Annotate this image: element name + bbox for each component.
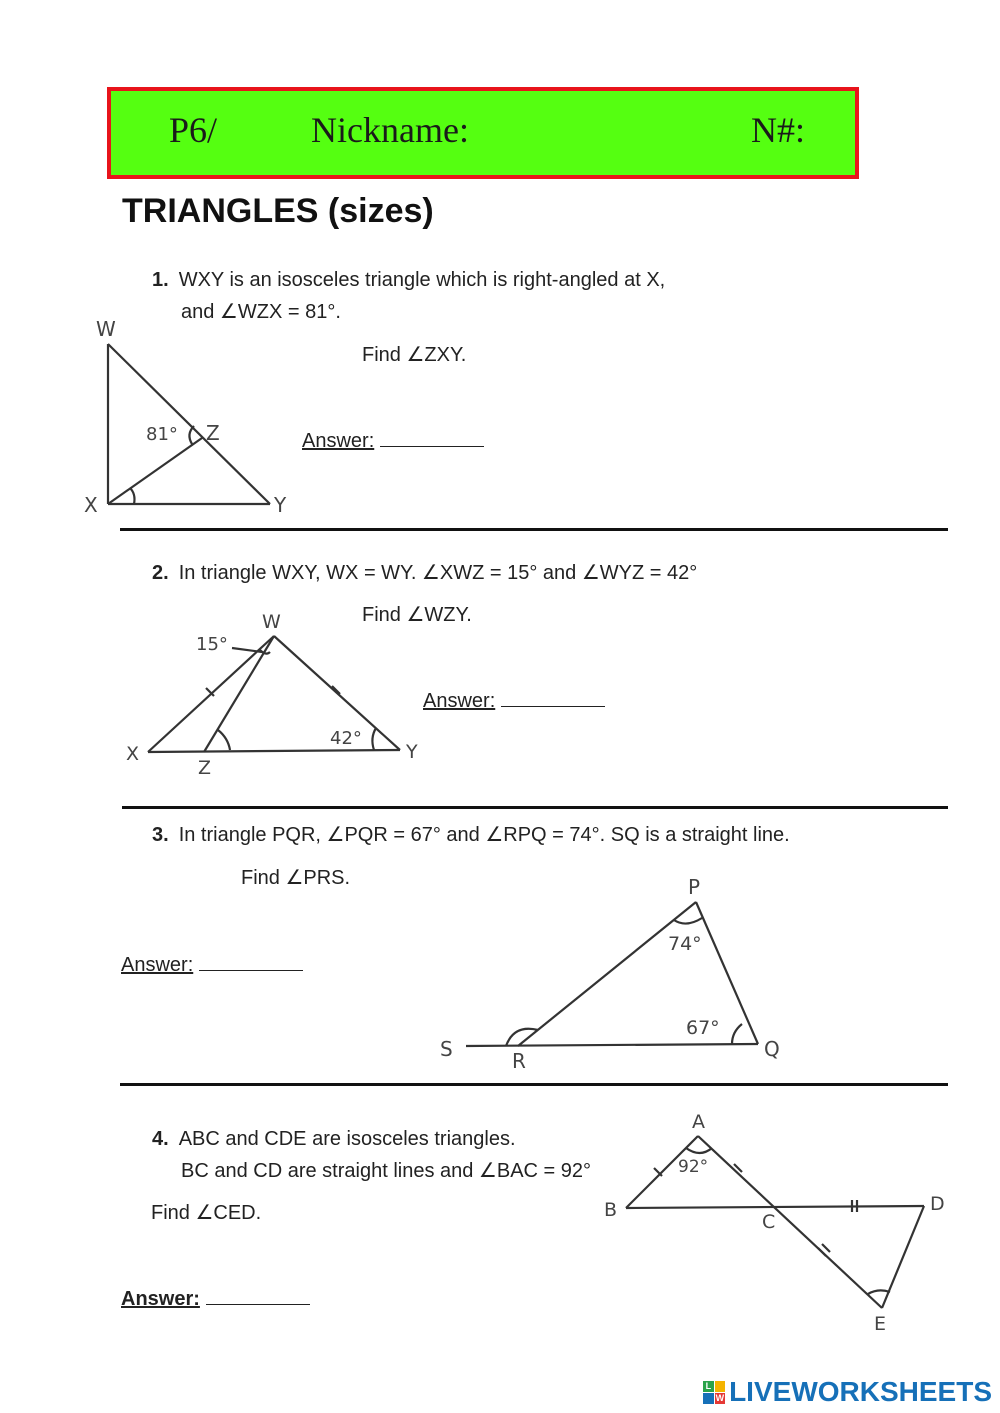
q4-line-ae [698, 1136, 882, 1308]
question-3-find: Find ∠PRS. [241, 867, 351, 889]
question-2-find: Find ∠WZY. [362, 604, 472, 626]
question-3-answer-blank[interactable] [199, 952, 303, 971]
question-4-answer [121, 1286, 310, 1311]
q1-label-w: W [96, 317, 116, 341]
question-1-line1: WXY is an isosceles triangle which is right-angled at X, [178, 269, 666, 291]
question-2-answer [423, 688, 605, 713]
q2-label-z: Z [198, 757, 212, 779]
badge-letter-l: L [703, 1381, 714, 1392]
badge-cell-yellow [715, 1381, 726, 1392]
question-2-diagram [120, 608, 440, 780]
q1-label-x: X [84, 493, 98, 517]
q2-label-w: W [262, 611, 281, 633]
question-3-text [152, 822, 790, 847]
q2-angle-42: 42° [330, 728, 362, 749]
q1-angle-arc-x [130, 488, 135, 504]
q4-label-a: A [692, 1111, 705, 1133]
q3-line-sq [466, 1044, 758, 1046]
question-2-answer-label: Answer: [423, 690, 496, 712]
class-label: P6/ [169, 110, 218, 150]
q2-label-x: X [126, 743, 140, 765]
q1-label-z: Z [206, 421, 220, 445]
q1-segment-xz [108, 438, 202, 504]
q3-side-rp [518, 902, 696, 1046]
worksheet-title: TRIANGLES (sizes) [122, 192, 434, 230]
question-1-text [152, 269, 665, 292]
number-label: N#: [751, 110, 805, 150]
q4-label-e: E [874, 1313, 887, 1335]
question-4-line2: BC and CD are straight lines and ∠BAC = 92° [181, 1160, 592, 1182]
q2-side-xy [148, 750, 400, 752]
q3-label-r: R [512, 1049, 526, 1073]
header-banner [107, 87, 859, 179]
q4-angle-arc-e [868, 1290, 890, 1294]
liveworksheets-wordmark: LIVEWORKSHEETS [729, 1376, 992, 1407]
q1-label-y: Y [274, 493, 287, 517]
question-4-find: Find ∠CED. [151, 1202, 262, 1224]
question-4-line1: ABC and CDE are isosceles triangles. [178, 1128, 516, 1150]
question-2-text [152, 560, 697, 585]
q4-side-de [882, 1206, 924, 1308]
question-3-number: 3. [152, 824, 169, 846]
q1-angle-81: 81° [146, 424, 178, 445]
question-2-line1: In triangle WXY, WX = WY. ∠XWZ = 15° and ∠WYZ = 42° [178, 562, 698, 584]
question-2-answer-blank[interactable] [501, 688, 605, 707]
question-1-answer-blank[interactable] [380, 428, 484, 447]
liveworksheets-badge-icon [703, 1381, 725, 1403]
liveworksheets-logo [703, 1375, 992, 1409]
q4-label-d: D [930, 1193, 945, 1215]
q3-angle-74: 74° [668, 933, 702, 955]
question-1-line2: and ∠WZX = 81°. [181, 301, 341, 323]
q2-angle-arc-y [372, 728, 376, 750]
question-1-find: Find ∠ZXY. [362, 344, 467, 366]
q4-label-c: C [762, 1211, 776, 1233]
q4-label-b: B [604, 1199, 618, 1221]
q2-angle-arc-z [218, 730, 230, 750]
question-4-number: 4. [152, 1128, 169, 1150]
q2-angle-15: 15° [196, 634, 228, 655]
q3-angle-arc-q [732, 1024, 742, 1044]
question-3-line1: In triangle PQR, ∠PQR = 67° and ∠RPQ = 74°. SQ is a straight line. [178, 824, 790, 846]
q4-tick-ce-2 [822, 1244, 830, 1252]
q1-side-wy [108, 344, 270, 504]
question-3-answer [121, 952, 303, 977]
q3-label-p: P [688, 875, 701, 899]
question-4-answer-blank[interactable] [206, 1286, 310, 1305]
badge-letter-w: W [715, 1393, 725, 1403]
question-2-number: 2. [152, 562, 169, 584]
question-4-answer-label: Answer: [121, 1288, 200, 1310]
q4-angle-92: 92° [678, 1157, 709, 1177]
question-1-diagram [80, 312, 310, 522]
divider-1 [120, 528, 948, 531]
divider-2 [122, 806, 948, 809]
q3-label-s: S [440, 1037, 453, 1061]
question-1-number: 1. [152, 269, 169, 291]
q3-label-q: Q [764, 1037, 780, 1061]
q3-angle-67: 67° [686, 1017, 720, 1039]
badge-cell-blue [703, 1393, 714, 1404]
question-1-answer-label: Answer: [302, 430, 375, 452]
divider-3 [120, 1083, 948, 1086]
question-3-answer-label: Answer: [121, 954, 194, 976]
question-4-text [152, 1128, 516, 1151]
nickname-label: Nickname: [311, 110, 469, 150]
q3-angle-arc-p [674, 918, 702, 924]
question-3-diagram [430, 868, 800, 1076]
question-1-answer [302, 428, 484, 453]
q4-angle-arc-a [686, 1148, 712, 1153]
q4-tick-ce-1 [818, 1248, 826, 1256]
question-4-diagram [598, 1108, 958, 1336]
q2-label-y: Y [406, 741, 418, 763]
